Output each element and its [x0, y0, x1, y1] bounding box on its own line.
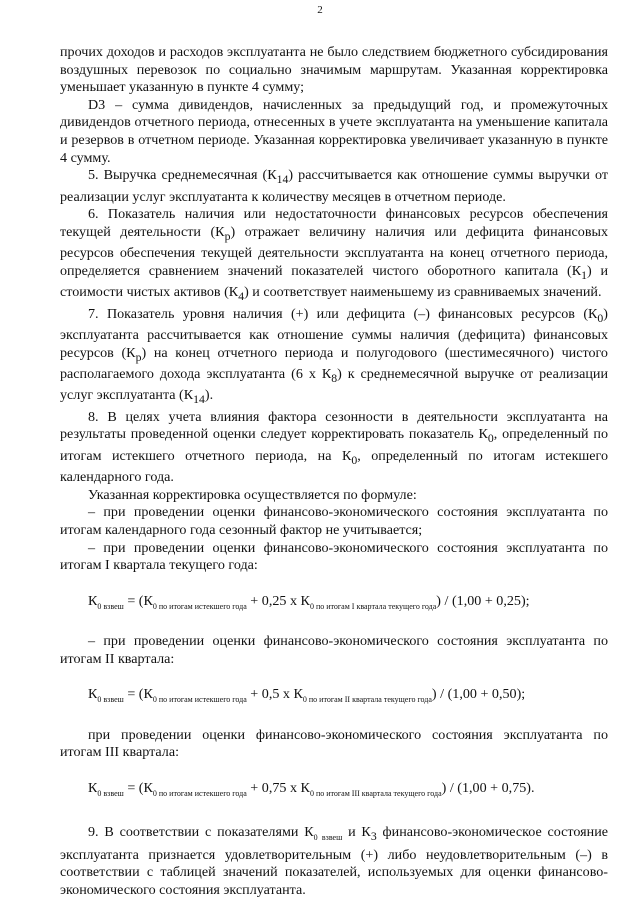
formula-text: К	[88, 686, 98, 703]
formula-text: + 0,75 х К	[246, 779, 310, 796]
formula-subscript: 0 по итогам I квартала текущего года	[309, 601, 437, 611]
text-run: 6. Показатель наличия или недостаточности финансовых ресурсов обеспечения текущей деятельности (К	[60, 206, 608, 240]
formula-subscript: 0 взвеш	[97, 601, 124, 611]
text-run: ) и соответствует наименьшему из сравниваемых значений.	[244, 284, 602, 301]
formula-text: ) / (1,00 + 0,75).	[441, 779, 535, 796]
text-run: ) отражает величину наличия или дефицита финансовых ресурсов обеспечения текущей деятельности эксплуатанта на конец отчетного периода, определяется сравнением значений показателей чистого оборотного капитала (К	[60, 223, 608, 279]
paragraph-8	[60, 409, 608, 487]
formula-subscript: 0 по итогам истекшего года	[152, 788, 247, 798]
formula-q2	[60, 686, 608, 708]
case-q1-paragraph: – при проведении оценки финансово-экономического состояния эксплуатанта по итогам I квартала текущего года:	[60, 539, 608, 574]
text-run: ) и стоимости чистых активов (К	[60, 262, 608, 301]
case-q2-paragraph: – при проведении оценки финансово-экономического состояния эксплуатанта по итогам II квартала:	[60, 633, 608, 667]
formula-subscript: 0 по итогам истекшего года	[152, 695, 247, 705]
spacer	[60, 668, 608, 686]
correction-paragraph: Указанная корректировка осуществляется по формуле:	[88, 486, 417, 503]
formula-subscript: 0 взвеш	[97, 695, 124, 705]
text-run: ).	[204, 387, 214, 404]
text-run: ) эксплуатанта рассчитывается как отношение суммы наличия (дефицита) финансовых ресурсов (К	[60, 305, 608, 361]
text-run: 5. Выручка среднемесячная (К	[88, 167, 277, 184]
page-number: 2	[317, 4, 323, 16]
subscript: 4	[238, 289, 245, 303]
subscript: 1	[581, 268, 587, 282]
subscript: 0	[597, 311, 604, 325]
formula-subscript: 0 по итогам истекшего года	[152, 601, 247, 611]
spacer	[60, 762, 608, 780]
paragraph-9	[60, 824, 608, 899]
formula-subscript: 0 взвеш	[97, 788, 124, 798]
spacer	[60, 615, 608, 633]
text-run: ) на конец отчетного периода и полугодового (шестимесячного) чистого располагаемого дохода эксплуатанта (6 х К	[60, 344, 608, 382]
formula-text: = (К	[123, 686, 153, 703]
subscript: р	[224, 229, 231, 243]
paragraph-6	[60, 206, 608, 305]
text-run: 7. Показатель уровня наличия (+) или дефицита (–) финансовых ресурсов (К	[88, 305, 598, 322]
subscript: р	[135, 350, 142, 364]
subscript: 8	[331, 371, 338, 385]
text-run: 9. В соответствии с показателями К	[88, 824, 314, 841]
spacer	[60, 709, 608, 727]
formula-text: + 0,5 х К	[246, 686, 303, 703]
formula-text: К	[88, 592, 98, 609]
text-run: 8. В целях учета влияния фактора сезонности в деятельности эксплуатанта на результаты проведенной оценки следует корректировать показатель К	[60, 408, 608, 443]
formula-subscript: 0 по итогам III квартала текущего года	[309, 788, 442, 798]
intro-paragraph: прочих доходов и расходов эксплуатанта не было следствием бюджетного субсидирования воздушных перевозок по социально значимым маршрутам. Указанная корректировка уменьшает указанную в пункте 4 сумму;	[60, 44, 608, 96]
text-run: и К	[342, 824, 371, 841]
case-year-paragraph: – при проведении оценки финансово-экономического состояния эксплуатанта по итогам календарного года сезонный фактор не учитывается;	[60, 504, 608, 538]
paragraph-5	[60, 167, 608, 206]
formula-q1	[60, 593, 608, 615]
subscript: 0	[487, 432, 494, 446]
text-run: ) к среднемесячной выручке от реализации услуг эксплуатанта (К	[60, 365, 608, 404]
subscript: 14	[193, 393, 205, 407]
subscript: 3	[370, 830, 377, 844]
formula-subscript: 0 по итогам II квартала текущего года	[302, 695, 432, 705]
text-run: , определенный по итогам истекшего календарного года.	[60, 447, 608, 486]
formula-text: = (К	[123, 779, 153, 796]
subscript: 14	[276, 172, 289, 186]
spacer	[60, 575, 608, 593]
document-body	[60, 44, 608, 900]
text-run: , определенный по итогам истекшего отчетного периода, на К	[60, 426, 608, 464]
paragraph-d3: D3 – сумма дивидендов, начисленных за предыдущий год, и промежуточных дивидендов отчетного периода, отнесенных в учете эксплуатанта на уменьшение капитала и резервов в отчетном периоде. Указанная корректировка увеличивает указанную в пункте 4 сумму.	[60, 96, 608, 166]
case-q3-paragraph: при проведении оценки финансово-экономического состояния эксплуатанта по итогам III квартала:	[60, 726, 608, 761]
subscript: 0 взвеш	[313, 833, 343, 843]
formula-text: ) / (1,00 + 0,50);	[431, 686, 526, 703]
formula-q3	[60, 780, 608, 802]
formula-text: К	[88, 779, 98, 796]
spacer	[60, 802, 608, 824]
paragraph-7	[60, 306, 608, 409]
text-run: финансово-экономическое состояние эксплуатанта признается удовлетворительным (+) либо неудовлетворительным (–) в соответствии с таблицей значений показателей, используемых для оценки финансово-экономического состояния эксплуатанта.	[60, 824, 608, 898]
formula-text: ) / (1,00 + 0,25);	[436, 592, 530, 609]
text-run: ) рассчитывается как отношение суммы выручки от реализации услуг эксплуатанта к количеству месяцев в отчетном периоде.	[60, 167, 609, 205]
formula-text: + 0,25 х К	[246, 592, 310, 609]
formula-text: = (К	[123, 592, 153, 609]
subscript: 0	[351, 453, 358, 467]
